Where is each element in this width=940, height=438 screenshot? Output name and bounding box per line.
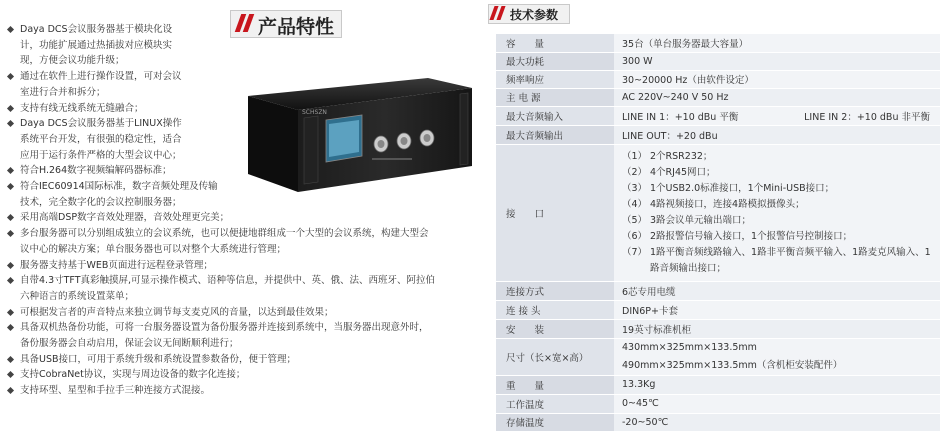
spec-key: 频率响应 — [496, 70, 614, 88]
feature-item — [6, 22, 225, 69]
feature-item — [6, 101, 225, 117]
feature-item — [6, 273, 470, 304]
spec-row — [496, 394, 940, 413]
spec-row — [496, 144, 940, 281]
feature-item-line: 采用高端DSP数字音效处理器，音效处理更完美； — [20, 212, 230, 224]
server-device-image — [238, 74, 474, 194]
features-header — [224, 6, 344, 40]
spec-row — [496, 70, 940, 88]
feature-item — [6, 226, 470, 257]
spec-row — [496, 88, 940, 106]
spec-value: LINE OUT：+20 dBu — [614, 125, 940, 144]
interface-number: （1） — [622, 150, 648, 162]
interface-item — [622, 149, 940, 165]
spec-row — [496, 34, 940, 52]
spec-value: 300 W — [614, 52, 940, 70]
spec-row — [496, 106, 940, 125]
feature-item — [6, 383, 470, 399]
spec-row — [496, 52, 940, 70]
feature-item-line: 支持环型、星型和手拉手三种连接方式混接。 — [20, 385, 211, 397]
spec-value: 35台（单台服务器最大容量） — [614, 34, 940, 52]
feature-item-line: 议中心的解决方案；单台服务器也可以对整个大系统进行管理； — [20, 243, 287, 255]
specs-header — [488, 2, 588, 26]
feature-item-line: 通过在软件上进行操作设置，可对会议 — [20, 71, 182, 83]
interface-text: 1个USB2.0标准接口，1个Mini-USB接口； — [650, 182, 835, 194]
feature-item-line: 应用于运行条件严格的大型会议中心； — [20, 149, 182, 161]
feature-item-line: 备份服务器会自动启用，保证会议无间断顺利进行； — [20, 338, 239, 350]
feature-item — [6, 320, 470, 351]
knob-3-center — [424, 134, 431, 142]
feature-item — [6, 210, 470, 226]
interface-text: 2路报警信号输入接口，1个报警信号控制接口； — [650, 230, 853, 242]
spec-key: 容 量 — [496, 34, 614, 52]
feature-item-line: 具备USB接口，可用于系统升级和系统设置参数备份，便于管理； — [20, 353, 297, 365]
feature-item — [6, 367, 470, 383]
feature-item-line: 具备双机热备份功能，可将一台服务器设置为备份服务器并连接到系统中，当服务器出现意外时， — [20, 322, 429, 334]
spec-key: 安 装 — [496, 319, 614, 338]
device-handle-left — [304, 116, 318, 184]
interface-text: 3路会议单元输出端口； — [650, 214, 752, 226]
feature-item-line: Daya DCS会议服务器基于LINUX操作 — [20, 118, 182, 130]
spec-value — [614, 338, 940, 375]
spec-value: 6芯专用电缆 — [614, 281, 940, 300]
spec-key: 最大音频输入 — [496, 106, 614, 125]
spec-value-secondary: LINE IN 2：+10 dBu 非平衡 — [804, 111, 930, 123]
interface-text: 4个RJ45网口； — [650, 166, 716, 178]
spec-row — [496, 413, 940, 431]
interface-item — [622, 245, 940, 277]
feature-item — [6, 305, 470, 321]
feature-item — [6, 163, 225, 179]
interface-text: 4路视频接口，连接4路模拟摄像头； — [650, 198, 805, 210]
feature-item-line: 计，功能扩展通过热插拔对应模块实 — [20, 39, 173, 51]
spec-key: 连 接 头 — [496, 300, 614, 319]
spec-row — [496, 281, 940, 300]
interface-number: （5） — [622, 214, 648, 226]
interface-text: 2个RSR232； — [650, 150, 713, 162]
interface-item — [622, 213, 940, 229]
feature-item — [6, 352, 470, 368]
device-label-strip — [372, 158, 412, 160]
spec-key: 尺寸（长×宽×高） — [496, 338, 614, 375]
interface-number: （7） — [622, 246, 648, 258]
feature-item-line: 系统平台开发，有很强的稳定性，适合 — [20, 133, 182, 145]
feature-item-line: 支持CobraNet协议，实现与周边设备的数字化连接； — [20, 369, 246, 381]
feature-item — [6, 258, 470, 274]
interface-text: 1路平衡音频线路输入、1路非平衡音频平输入、1路麦克风输入、1路音频输出接口； — [650, 246, 931, 274]
interface-item — [622, 197, 940, 213]
spec-key: 存储温度 — [496, 413, 614, 431]
spec-key: 主 电 源 — [496, 88, 614, 106]
spec-key: 重 量 — [496, 375, 614, 394]
spec-key: 最大功耗 — [496, 52, 614, 70]
spec-value-primary: LINE IN 1：+10 dBu 平衡 — [622, 111, 739, 123]
feature-item-line: 符合H.264数字视频编解码器标准； — [20, 165, 172, 177]
features-header-title: 产品特性 — [258, 16, 335, 38]
features-section — [6, 0, 476, 438]
spec-value-line: 430mm×325mm×133.5mm — [622, 341, 757, 353]
spec-value: -20~50℃ — [614, 413, 940, 431]
feature-item-line: 六种语言的系统设置菜单； — [20, 290, 135, 302]
spec-table — [496, 34, 940, 432]
feature-item — [6, 116, 225, 163]
interface-number: （6） — [622, 230, 648, 242]
spec-value-line: 490mm×325mm×133.5mm（含机柜安装配件） — [622, 359, 843, 371]
interface-item — [622, 181, 940, 197]
spec-key: 最大音频输出 — [496, 125, 614, 144]
interface-list — [622, 145, 940, 281]
feature-item-line: 可根据发言者的声音特点来独立调节每支麦克风的音量，以达到最佳效果； — [20, 306, 334, 318]
interface-item — [622, 165, 940, 181]
feature-item-line: 自带4.3寸TFT真彩触摸屏,可显示操作模式、语种等信息，并提供中、英、俄、法、西班牙、阿拉伯 — [20, 275, 436, 287]
specs-section — [488, 0, 940, 438]
device-side — [248, 96, 298, 192]
spec-key: 工作温度 — [496, 394, 614, 413]
interface-item — [622, 229, 940, 245]
feature-item-line: Daya DCS会议服务器基于模块化设 — [20, 24, 173, 35]
specs-header-title: 技术参数 — [510, 8, 559, 22]
spec-key: 连接方式 — [496, 281, 614, 300]
spec-row — [496, 125, 940, 144]
feature-item-line: 多台服务器可以分别组成独立的会议系统，也可以便捷地群组成一个大型的会议系统，构建大型会 — [20, 228, 429, 240]
spec-value: 13.3Kg — [614, 375, 940, 394]
feature-item-line: 服务器支持基于WEB页面进行远程登录管理； — [20, 259, 213, 271]
feature-item — [6, 69, 225, 100]
spec-value — [614, 106, 940, 125]
interface-number: （3） — [622, 182, 648, 194]
spec-row — [496, 338, 940, 375]
spec-value: DIN6P+卡套 — [614, 300, 940, 319]
spec-value — [614, 144, 940, 281]
spec-key: 接 口 — [496, 144, 614, 281]
interface-number: （2） — [622, 166, 648, 178]
feature-item-line: 符合IEC60914国际标准，数字音频处理及传输 — [20, 181, 218, 193]
spec-value: 30~20000 Hz（由软件设定） — [614, 70, 940, 88]
feature-item-line: 支持有线无线系统无缝融合； — [20, 102, 144, 114]
interface-number: （4） — [622, 198, 648, 210]
knob-1-center — [378, 140, 385, 148]
spec-value: 19英寸标准机柜 — [614, 319, 940, 338]
device-screen-glow — [329, 120, 359, 157]
device-handle-right — [460, 93, 468, 165]
spec-row — [496, 375, 940, 394]
knob-2-center — [401, 137, 408, 145]
spec-value: 0~45℃ — [614, 394, 940, 413]
feature-item-line: 技术，完全数字化的会议控制服务器； — [20, 196, 182, 208]
spec-value-pair — [622, 109, 940, 123]
device-brand-label: SCHSZN — [302, 109, 327, 116]
spec-value: AC 220V~240 V 50 Hz — [614, 88, 940, 106]
feature-item-line: 室进行合并和拆分； — [20, 86, 106, 98]
feature-item-line: 现，方便会议功能升级； — [20, 55, 125, 67]
spec-row — [496, 300, 940, 319]
spec-row — [496, 319, 940, 338]
